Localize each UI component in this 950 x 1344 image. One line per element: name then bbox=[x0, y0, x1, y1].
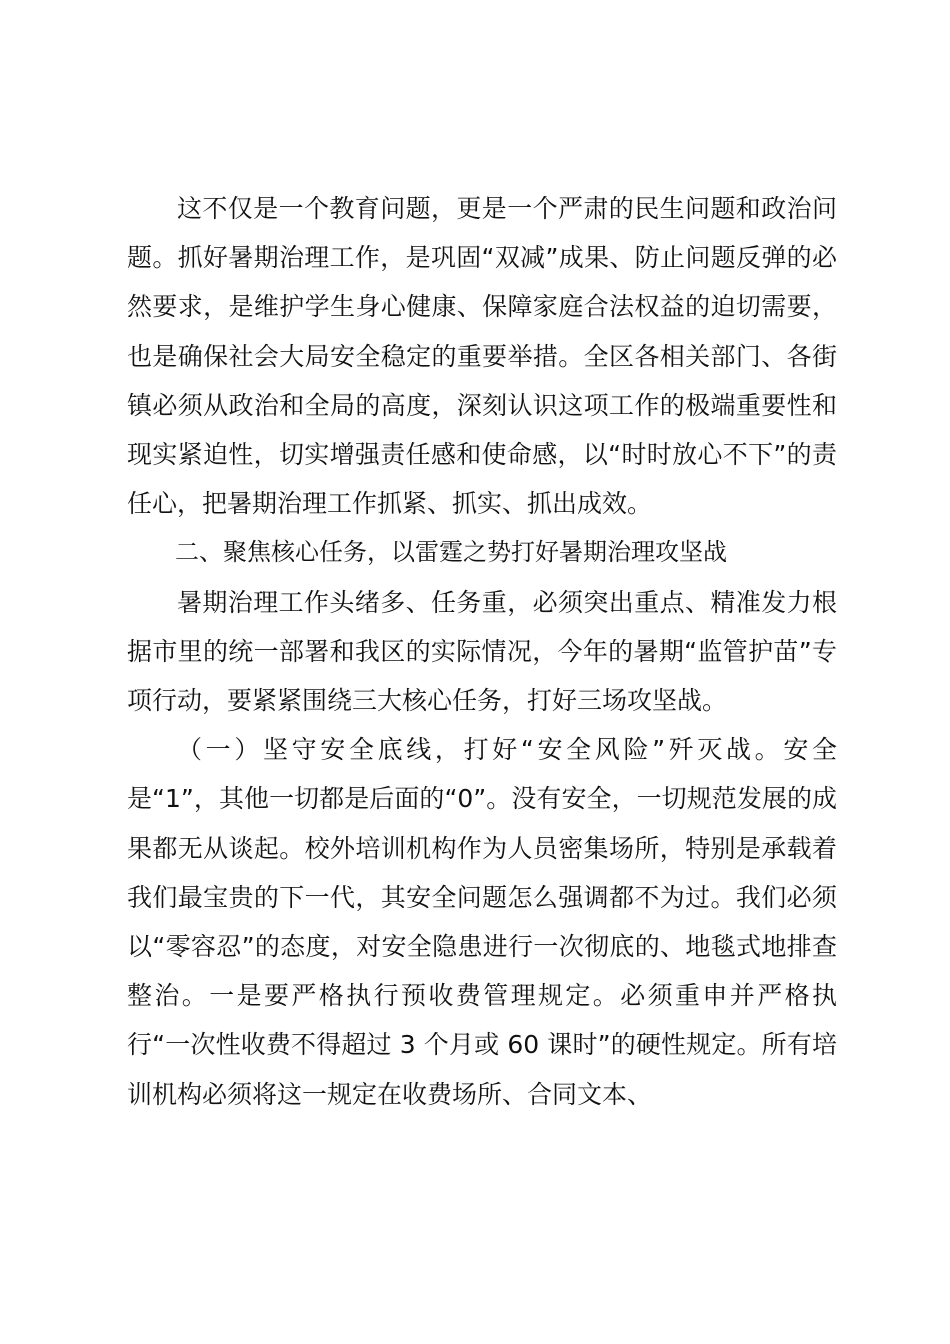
section-heading-core-tasks: 二、聚焦核心任务，以雷霆之势打好暑期治理攻坚战 bbox=[175, 538, 727, 567]
paragraph-core-tasks-intro: 暑期治理工作头绪多、任务重，必须突出重点、精准发力根据市里的统一部署和我区的实际情况，今年的暑期“监管护苗”专项行动，要紧紧围绕三大核心任务，打好三场攻坚战。 bbox=[127, 587, 837, 716]
paragraph-education-issue: 这不仅是一个教育问题，更是一个严肃的民生问题和政治问题。抓好暑期治理工作，是巩固“双减”成果、防止问题反弹的必然要求，是维护学生身心健康、保障家庭合法权益的迫切需要，也是确保社会大局安全稳定的重要举措。全区各相关部门、各街镇必须从政治和全局的高度，深刻认识这项工作的极端重要性和现实紧迫性，切实增强责任感和使命感，以“时时放心不下”的责任心，把暑期治理工作抓紧、抓实、抓出成效。 bbox=[127, 194, 837, 519]
paragraph-safety-bottom-line: （一）坚守安全底线，打好“安全风险”歼灭战。安全是“1”，其他一切都是后面的“0”。没有安全，一切规范发展的成果都无从谈起。校外培训机构作为人员密集场所，特别是承载着我们最宝贵的下一代，其安全问题怎么强调都不为过。我们必须以“零容忍”的态度，对安全隐患进行一次彻底的、地毯式地排查整治。一是要严格执行预收费管理规定。必须重申并严格执行“一次性收费不得超过 3 个月或 60 课时”的硬性规定。所有培训机构必须将这一规定在收费场所、合同文本、 bbox=[127, 735, 837, 1109]
document-body bbox=[127, 184, 837, 1119]
